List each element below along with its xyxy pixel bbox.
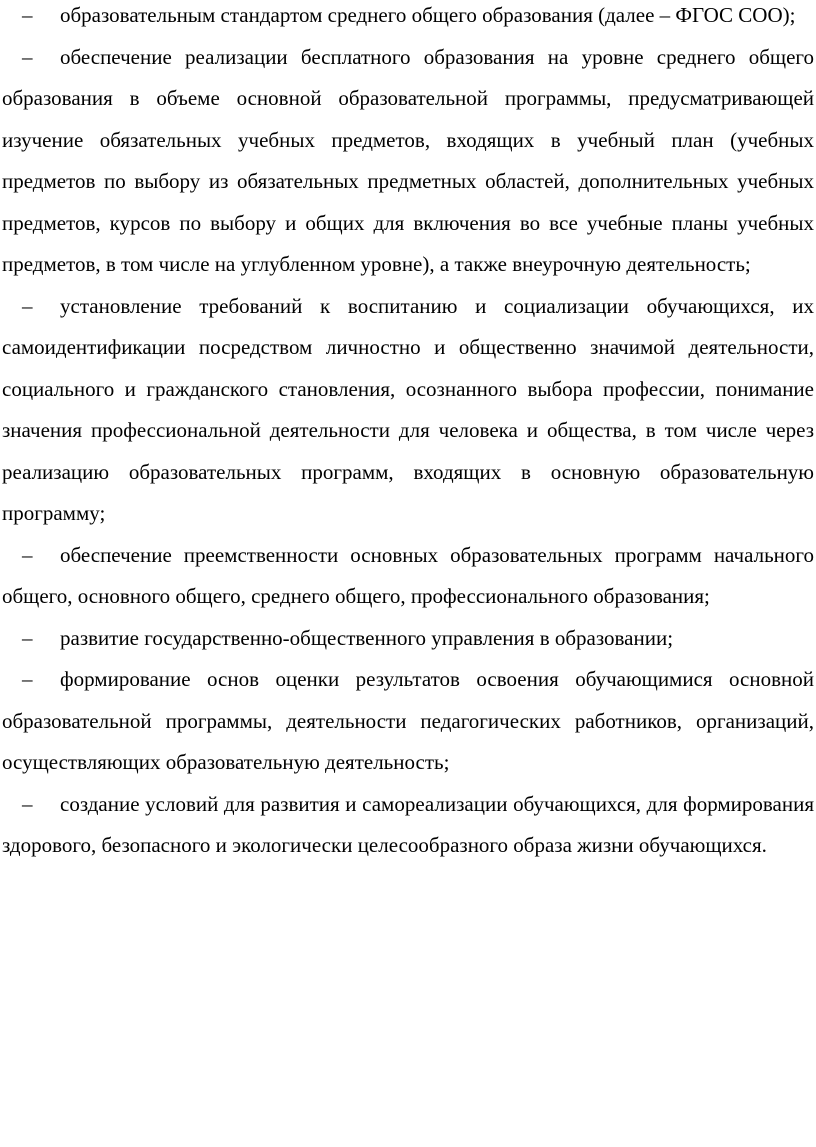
- list-item-text: создание условий для развития и самореализации обучающихся, для формирования здорового, безопасного и экологически целесообразного образа жизни обучающихся.: [2, 791, 814, 857]
- list-item-text: образовательным стандартом среднего общего образования (далее – ФГОС СОО);: [60, 3, 796, 27]
- list-item: [2, 37, 814, 286]
- list-dash: –: [22, 791, 33, 816]
- list-item: [2, 535, 814, 618]
- list-item: [2, 784, 814, 867]
- list-item: [2, 618, 814, 660]
- list-item: [2, 0, 814, 37]
- list-dash: –: [22, 542, 33, 567]
- list-item-text: развитие государственно-общественного управления в образовании;: [60, 625, 674, 650]
- list-dash: –: [22, 667, 33, 691]
- list-dash: –: [22, 3, 33, 27]
- list-item-text: обеспечение преемственности основных образовательных программ начального общего, основного общего, среднего общего, профессионального образования;: [2, 542, 814, 608]
- list-dash: –: [22, 44, 33, 69]
- list-item-text: установление требований к воспитанию и социализации обучающихся, их самоидентификации посредством личностно и общественно значимой деятельности, социального и гражданского становления, осознанного выбора профессии, понимание значения профессиональной деятельности для человека и общества, в том числе через реализацию образовательных программ, входящих в основную образовательную программу;: [2, 293, 814, 525]
- list-item: [2, 286, 814, 535]
- list-item-text: формирование основ оценки результатов освоения обучающимися основной образовательной программы, деятельности педагогических работников, организаций, осуществляющих образовательную деятельность;: [2, 667, 814, 774]
- list-item: [2, 659, 814, 784]
- list-item-text: обеспечение реализации бесплатного образования на уровне среднего общего образования в объеме основной образовательной программы, предусматривающей изучение обязательных учебных предметов, входящих в учебный план (учебных предметов по выбору из обязательных предметных областей, дополнительных учебных предметов, курсов по выбору и общих для включения во все учебные планы учебных предметов, в том числе на углубленном уровне), а также внеурочную деятельность;: [2, 44, 814, 276]
- list-dash: –: [22, 293, 33, 318]
- list-dash: –: [22, 625, 33, 650]
